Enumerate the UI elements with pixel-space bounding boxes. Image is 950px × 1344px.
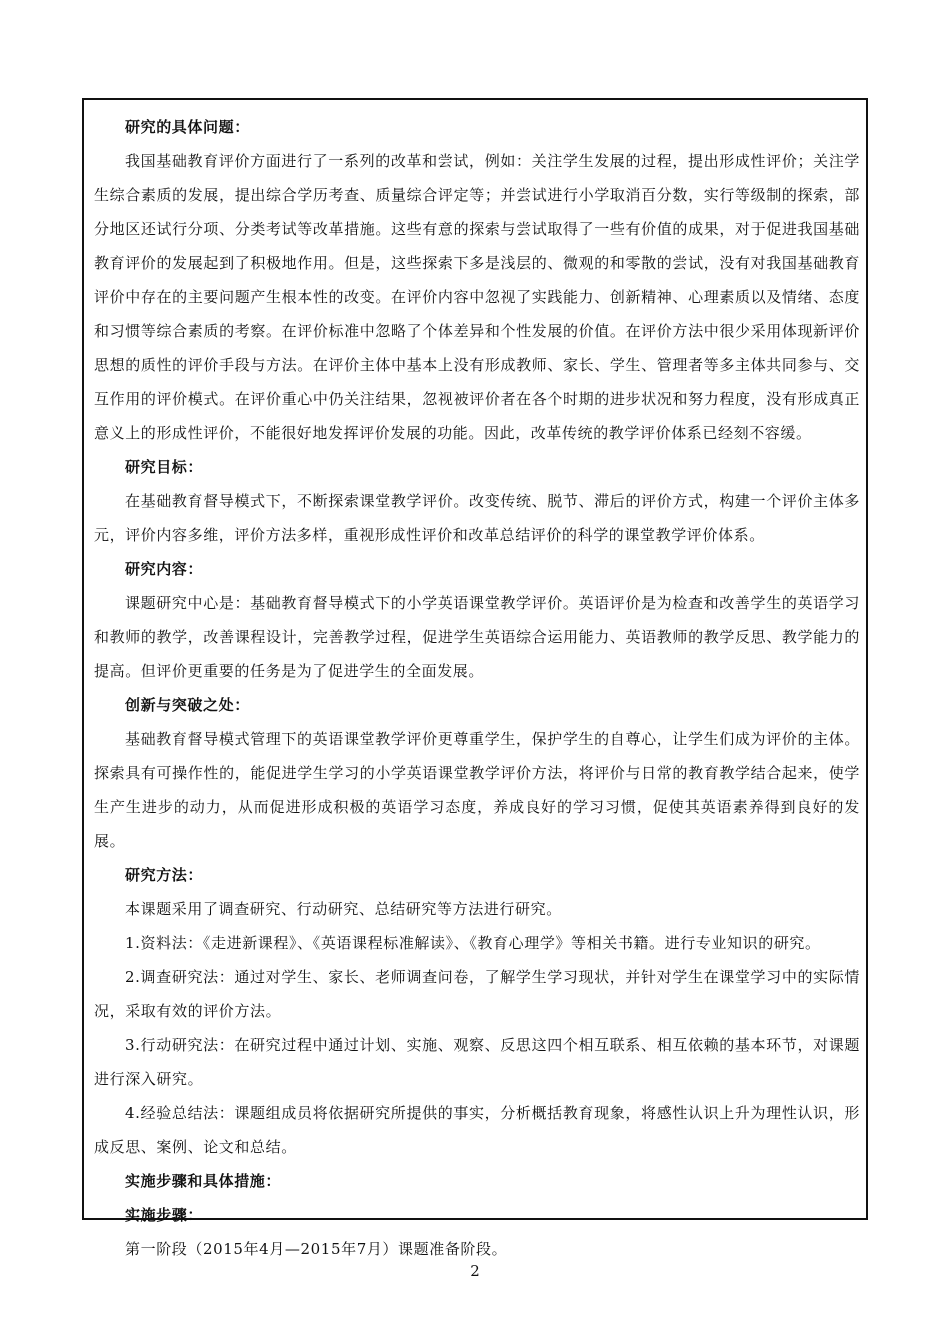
section-heading: 研究方法： [125,866,204,884]
document-frame [82,98,868,1258]
body-paragraph: 课题研究中心是：基础教育督导模式下的小学英语课堂教学评价。英语评价是为检查和改善学生的英语学习和教师的教学，改善课程设计，完善教学过程，促进学生英语综合运用能力、英语教师的教学反思、教学能力的提高。但评价更重要的任务是为了促进学生的全面发展。 [94,594,860,680]
method-item: 1.资料法：《走进新课程》、《英语课程标准解读》、《教育心理学》等相关书籍。进行专业知识的研究。 [125,934,821,952]
section-heading: 研究目标： [125,458,204,476]
section-heading: 实施步骤和具体措施： [125,1172,282,1190]
page-number: 2 [470,1262,480,1280]
body-paragraph: 本课题采用了调查研究、行动研究、总结研究等方法进行研究。 [125,900,562,918]
body-paragraph: 我国基础教育评价方面进行了一系列的改革和尝试，例如：关注学生发展的过程，提出形成性评价；关注学生综合素质的发展，提出综合学历考查、质量综合评定等；并尝试进行小学取消百分数，实行等级制的探索，部分地区还试行分项、分类考试等改革措施。这些有意的探索与尝试取得了一些有价值的成果，对于促进我国基础教育评价的发展起到了积极地作用。但是，这些探索下多是浅层的、微观的和零散的尝试，没有对我国基础教育评价中存在的主要问题产生根本性的改变。在评价内容中忽视了实践能力、创新精神、心理素质以及情绪、态度和习惯等综合素质的考察。在评价标准中忽略了个体差异和个性发展的价值。在评价方法中很少采用体现新评价思想的质性的评价手段与方法。在评价主体中基本上没有形成教师、家长、学生、管理者等多主体共同参与、交互作用的评价模式。在评价重心中仍关注结果，忽视被评价者在各个时期的进步状况和努力程度，没有形成真正意义上的形成性评价，不能很好地发挥评价发展的功能。因此，改革传统的教学评价体系已经刻不容缓。 [94,152,860,442]
body-paragraph: 在基础教育督导模式下，不断探索课堂教学评价。改变传统、脱节、滞后的评价方式，构建一个评价主体多元，评价内容多维，评价方法多样，重视形成性评价和改革总结评价的科学的课堂教学评价体系。 [94,492,860,544]
section-heading: 研究内容： [125,560,204,578]
section-heading: 实施步骤： [125,1206,204,1224]
method-item: 3.行动研究法：在研究过程中通过计划、实施、观察、反思这四个相互联系、相互依赖的基本环节，对课题进行深入研究。 [94,1036,860,1088]
method-item: 2.调查研究法：通过对学生、家长、老师调查问卷，了解学生学习现状，并针对学生在课堂学习中的实际情况，采取有效的评价方法。 [94,968,860,1020]
body-paragraph: 第一阶段（2015年4月—2015年7月）课题准备阶段。 [125,1240,508,1258]
section-heading: 创新与突破之处： [125,696,250,714]
body-paragraph: 基础教育督导模式管理下的英语课堂教学评价更尊重学生，保护学生的自尊心，让学生们成为评价的主体。探索具有可操作性的，能促进学生学习的小学英语课堂教学评价方法，将评价与日常的教育教学结合起来，使学生产生进步的动力，从而促进形成积极的英语学习态度，养成良好的学习习惯，促使其英语素养得到良好的发展。 [94,730,860,850]
section-heading: 研究的具体问题： [125,118,250,136]
method-item: 4.经验总结法：课题组成员将依据研究所提供的事实，分析概括教育现象，将感性认识上升为理性认识，形成反思、案例、论文和总结。 [94,1104,860,1156]
